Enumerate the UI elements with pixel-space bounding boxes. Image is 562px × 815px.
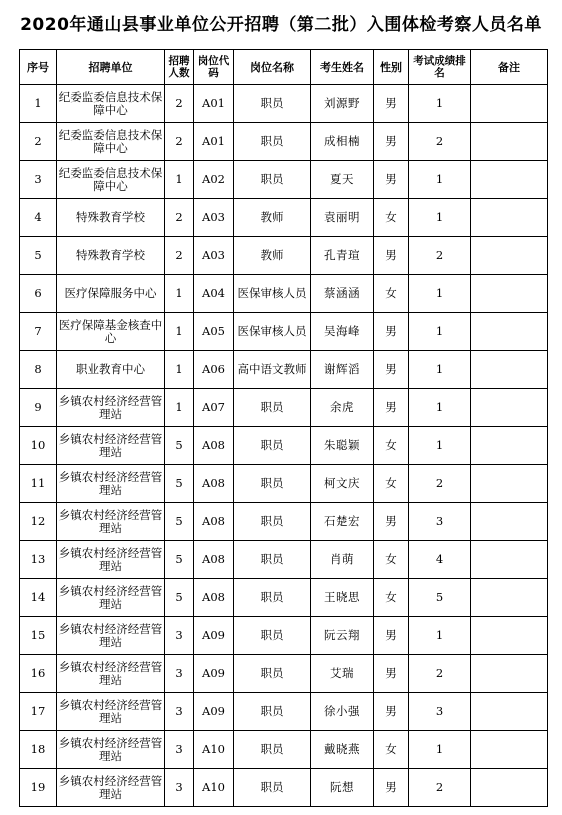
position-name-cell: 医保审核人员 [234,313,311,351]
candidate-name-cell: 孔青瑄 [311,237,374,275]
table-row [20,731,548,769]
hiring-count-cell: 5 [165,427,194,465]
position-code-cell: A03 [194,199,234,237]
position-name-cell: 职员 [234,617,311,655]
candidate-name-cell: 艾瑞 [311,655,374,693]
position-name-cell: 职员 [234,161,311,199]
hiring-count-cell: 1 [165,313,194,351]
exam-rank-cell: 5 [409,579,471,617]
candidate-name-cell: 徐小强 [311,693,374,731]
gender-cell: 男 [374,85,409,123]
remarks-cell [471,503,548,541]
hiring-unit-cell: 乡镇农村经济经营管理站 [57,465,165,503]
table-row [20,541,548,579]
position-name-cell: 职员 [234,579,311,617]
exam-rank-cell: 3 [409,503,471,541]
gender-cell: 女 [374,731,409,769]
gender-cell: 女 [374,427,409,465]
hiring-count-cell: 3 [165,769,194,807]
gender-cell: 男 [374,693,409,731]
table-row [20,693,548,731]
exam-rank-cell: 1 [409,731,471,769]
remarks-cell [471,275,548,313]
table-row [20,85,548,123]
serial-number-cell: 9 [20,389,57,427]
serial-number-cell: 11 [20,465,57,503]
gender-cell: 女 [374,275,409,313]
exam-rank-cell: 4 [409,541,471,579]
exam-rank-cell: 1 [409,351,471,389]
gender-cell: 男 [374,237,409,275]
remarks-cell [471,617,548,655]
serial-number-cell: 2 [20,123,57,161]
position-name-cell: 职员 [234,693,311,731]
position-code-cell: A08 [194,427,234,465]
position-code-cell: A09 [194,693,234,731]
header-position-code: 岗位代码 [194,50,234,85]
remarks-cell [471,85,548,123]
hiring-count-cell: 2 [165,123,194,161]
table-row [20,389,548,427]
table-header-row [20,50,548,85]
hiring-unit-cell: 纪委监委信息技术保障中心 [57,123,165,161]
hiring-unit-cell: 纪委监委信息技术保障中心 [57,161,165,199]
serial-number-cell: 16 [20,655,57,693]
position-code-cell: A04 [194,275,234,313]
candidate-name-cell: 戴晓燕 [311,731,374,769]
candidate-name-cell: 刘源野 [311,85,374,123]
remarks-cell [471,693,548,731]
position-name-cell: 职员 [234,123,311,161]
header-serial-number: 序号 [20,50,57,85]
serial-number-cell: 3 [20,161,57,199]
candidate-name-cell: 袁丽明 [311,199,374,237]
position-code-cell: A08 [194,503,234,541]
position-name-cell: 职员 [234,541,311,579]
table-row [20,237,548,275]
candidate-table [19,49,548,807]
hiring-unit-cell: 乡镇农村经济经营管理站 [57,579,165,617]
table-row [20,123,548,161]
table-row [20,769,548,807]
table-row [20,199,548,237]
gender-cell: 女 [374,541,409,579]
position-name-cell: 职员 [234,85,311,123]
candidate-name-cell: 谢辉滔 [311,351,374,389]
candidate-name-cell: 余虎 [311,389,374,427]
serial-number-cell: 18 [20,731,57,769]
position-code-cell: A09 [194,655,234,693]
table-row [20,161,548,199]
position-name-cell: 医保审核人员 [234,275,311,313]
serial-number-cell: 10 [20,427,57,465]
table-row [20,275,548,313]
gender-cell: 男 [374,123,409,161]
position-name-cell: 职员 [234,655,311,693]
position-code-cell: A10 [194,731,234,769]
remarks-cell [471,655,548,693]
table-row [20,465,548,503]
serial-number-cell: 19 [20,769,57,807]
table-body [20,85,548,807]
remarks-cell [471,731,548,769]
hiring-unit-cell: 乡镇农村经济经营管理站 [57,427,165,465]
hiring-unit-cell: 特殊教育学校 [57,199,165,237]
hiring-unit-cell: 医疗保障服务中心 [57,275,165,313]
candidate-name-cell: 成相楠 [311,123,374,161]
candidate-name-cell: 吴海峰 [311,313,374,351]
serial-number-cell: 7 [20,313,57,351]
gender-cell: 男 [374,617,409,655]
hiring-count-cell: 2 [165,237,194,275]
table-row [20,503,548,541]
hiring-unit-cell: 医疗保障基金核查中心 [57,313,165,351]
position-name-cell: 职员 [234,465,311,503]
hiring-unit-cell: 纪委监委信息技术保障中心 [57,85,165,123]
hiring-count-cell: 5 [165,465,194,503]
table-row [20,427,548,465]
exam-rank-cell: 1 [409,161,471,199]
hiring-unit-cell: 乡镇农村经济经营管理站 [57,503,165,541]
serial-number-cell: 13 [20,541,57,579]
gender-cell: 女 [374,579,409,617]
exam-rank-cell: 1 [409,389,471,427]
position-name-cell: 教师 [234,199,311,237]
position-code-cell: A03 [194,237,234,275]
exam-rank-cell: 2 [409,769,471,807]
gender-cell: 男 [374,503,409,541]
header-remarks: 备注 [471,50,548,85]
hiring-unit-cell: 乡镇农村经济经营管理站 [57,389,165,427]
position-code-cell: A01 [194,85,234,123]
exam-rank-cell: 2 [409,655,471,693]
hiring-unit-cell: 乡镇农村经济经营管理站 [57,693,165,731]
candidate-name-cell: 阮云翔 [311,617,374,655]
serial-number-cell: 17 [20,693,57,731]
hiring-unit-cell: 职业教育中心 [57,351,165,389]
remarks-cell [471,313,548,351]
candidate-name-cell: 夏天 [311,161,374,199]
header-gender: 性别 [374,50,409,85]
position-name-cell: 职员 [234,731,311,769]
hiring-count-cell: 3 [165,655,194,693]
candidate-name-cell: 柯文庆 [311,465,374,503]
hiring-count-cell: 5 [165,541,194,579]
header-candidate-name: 考生姓名 [311,50,374,85]
hiring-count-cell: 3 [165,617,194,655]
hiring-count-cell: 2 [165,199,194,237]
hiring-count-cell: 1 [165,161,194,199]
hiring-unit-cell: 乡镇农村经济经营管理站 [57,769,165,807]
hiring-count-cell: 1 [165,351,194,389]
position-name-cell: 高中语文教师 [234,351,311,389]
remarks-cell [471,541,548,579]
hiring-count-cell: 1 [165,275,194,313]
exam-rank-cell: 1 [409,427,471,465]
serial-number-cell: 6 [20,275,57,313]
exam-rank-cell: 1 [409,199,471,237]
position-code-cell: A08 [194,541,234,579]
position-name-cell: 教师 [234,237,311,275]
position-code-cell: A01 [194,123,234,161]
position-code-cell: A06 [194,351,234,389]
position-name-cell: 职员 [234,427,311,465]
remarks-cell [471,237,548,275]
remarks-cell [471,123,548,161]
serial-number-cell: 8 [20,351,57,389]
hiring-unit-cell: 特殊教育学校 [57,237,165,275]
exam-rank-cell: 2 [409,237,471,275]
gender-cell: 男 [374,351,409,389]
hiring-count-cell: 5 [165,579,194,617]
gender-cell: 女 [374,199,409,237]
exam-rank-cell: 1 [409,85,471,123]
gender-cell: 男 [374,655,409,693]
exam-rank-cell: 3 [409,693,471,731]
candidate-name-cell: 朱聪颖 [311,427,374,465]
gender-cell: 女 [374,465,409,503]
remarks-cell [471,161,548,199]
position-code-cell: A05 [194,313,234,351]
remarks-cell [471,579,548,617]
remarks-cell [471,389,548,427]
position-name-cell: 职员 [234,503,311,541]
position-name-cell: 职员 [234,389,311,427]
gender-cell: 男 [374,313,409,351]
serial-number-cell: 5 [20,237,57,275]
candidate-name-cell: 肖萌 [311,541,374,579]
serial-number-cell: 12 [20,503,57,541]
hiring-count-cell: 3 [165,731,194,769]
gender-cell: 男 [374,161,409,199]
remarks-cell [471,427,548,465]
table-row [20,579,548,617]
hiring-count-cell: 2 [165,85,194,123]
remarks-cell [471,465,548,503]
table-row [20,351,548,389]
candidate-name-cell: 阮想 [311,769,374,807]
serial-number-cell: 4 [20,199,57,237]
position-code-cell: A08 [194,579,234,617]
page-title: 2020年通山县事业单位公开招聘（第二批）入围体检考察人员名单 [20,15,542,35]
exam-rank-cell: 1 [409,617,471,655]
hiring-unit-cell: 乡镇农村经济经营管理站 [57,617,165,655]
serial-number-cell: 15 [20,617,57,655]
candidate-name-cell: 王晓思 [311,579,374,617]
serial-number-cell: 14 [20,579,57,617]
header-hiring-count: 招聘人数 [165,50,194,85]
hiring-count-cell: 1 [165,389,194,427]
candidate-name-cell: 蔡涵涵 [311,275,374,313]
hiring-count-cell: 3 [165,693,194,731]
table-row [20,655,548,693]
gender-cell: 男 [374,769,409,807]
position-code-cell: A10 [194,769,234,807]
serial-number-cell: 1 [20,85,57,123]
exam-rank-cell: 1 [409,275,471,313]
exam-rank-cell: 2 [409,123,471,161]
header-exam-rank: 考试成绩排名 [409,50,471,85]
hiring-count-cell: 5 [165,503,194,541]
header-hiring-unit: 招聘单位 [57,50,165,85]
header-position-name: 岗位名称 [234,50,311,85]
position-code-cell: A09 [194,617,234,655]
table-row [20,617,548,655]
remarks-cell [471,199,548,237]
table-row [20,313,548,351]
position-name-cell: 职员 [234,769,311,807]
remarks-cell [471,351,548,389]
remarks-cell [471,769,548,807]
hiring-unit-cell: 乡镇农村经济经营管理站 [57,731,165,769]
position-code-cell: A07 [194,389,234,427]
position-code-cell: A08 [194,465,234,503]
hiring-unit-cell: 乡镇农村经济经营管理站 [57,541,165,579]
gender-cell: 男 [374,389,409,427]
exam-rank-cell: 1 [409,313,471,351]
position-code-cell: A02 [194,161,234,199]
exam-rank-cell: 2 [409,465,471,503]
candidate-name-cell: 石楚宏 [311,503,374,541]
hiring-unit-cell: 乡镇农村经济经营管理站 [57,655,165,693]
